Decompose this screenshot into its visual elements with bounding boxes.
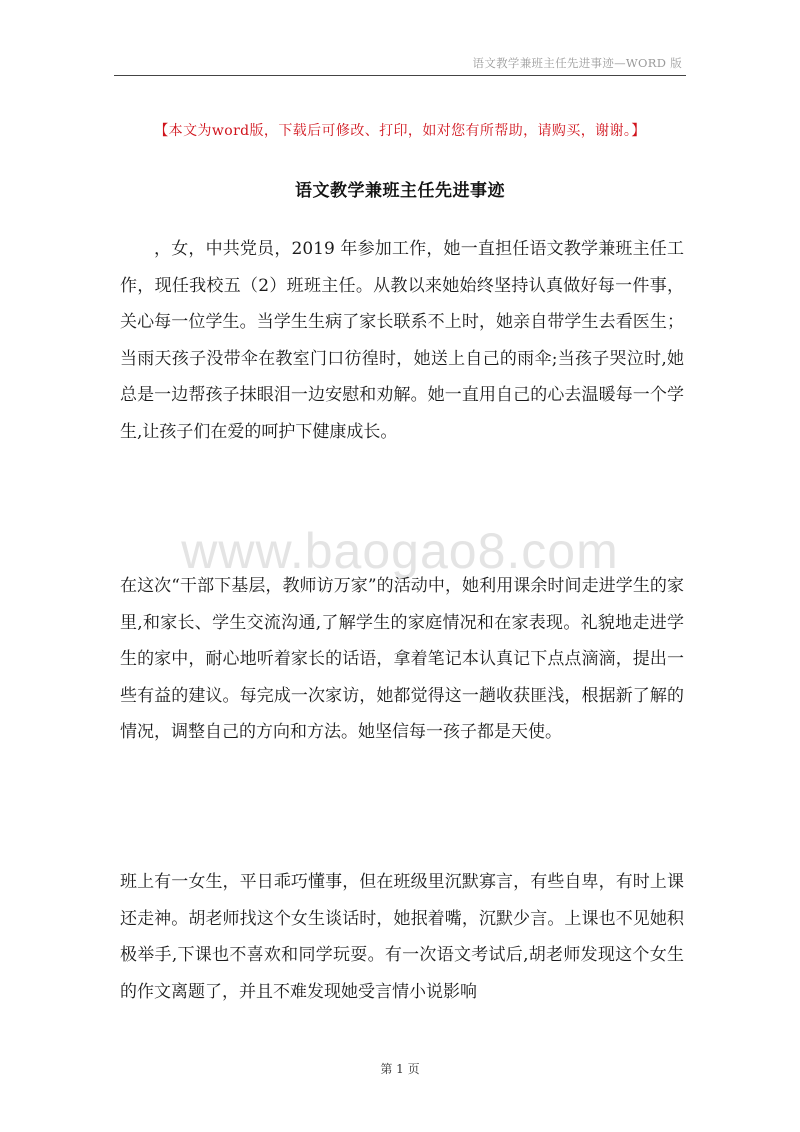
document-title: 语文教学兼班主任先进事迹 [295,181,505,201]
header-doc-label: 语文教学兼班主任先进事迹—WORD 版 [472,56,682,70]
header-divider [114,75,686,76]
body-paragraph-1: ，女，中共党员，2019 年参加工作，她一直担任语文教学兼班主任工作，现任我校五（2）班班主任。从教以来她始终坚持认真做好每一件事，关心每一位学生。当学生生病了家长联系不上时，她亲自带学生去看医生；当雨天孩子没带伞在教室门口彷徨时，她送上自己的雨伞;当孩子哭泣时,她总是一边帮孩子抹眼泪一边安慰和劝解。她一直用自己的心去温暖每一个学生,让孩子们在爱的呵护下健康成长。 [120,239,684,442]
purchase-notice: 【本文为word版，下载后可修改、打印，如对您有所帮助，请购买，谢谢。】 [154,123,646,139]
page-number: 第 1 页 [380,1062,420,1076]
body-paragraph-2: 在这次“干部下基层，教师访万家”的活动中，她利用课余时间走进学生的家里,和家长、学生交流沟通,了解学生的家庭情况和在家表现。礼貌地走进学生的家中，耐心地听着家长的话语，拿着笔记本认真记下点点滴滴，提出一些有益的建议。每完成一次家访，她都觉得这一趟收获匪浅，根据新了解的情况，调整自己的方向和方法。她坚信每一孩子都是天使。 [120,576,684,743]
watermark-text: www.baogao8.com [181,523,619,579]
body-paragraph-3: 班上有一女生，平日乖巧懂事，但在班级里沉默寡言，有些自卑，有时上课还走神。胡老师找这个女生谈话时，她抿着嘴，沉默少言。上课也不见她积极举手,下课也不喜欢和同学玩耍。有一次语文考试后,胡老师发现这个女生的作文离题了，并且不难发现她受言情小说影响 [120,872,684,1002]
